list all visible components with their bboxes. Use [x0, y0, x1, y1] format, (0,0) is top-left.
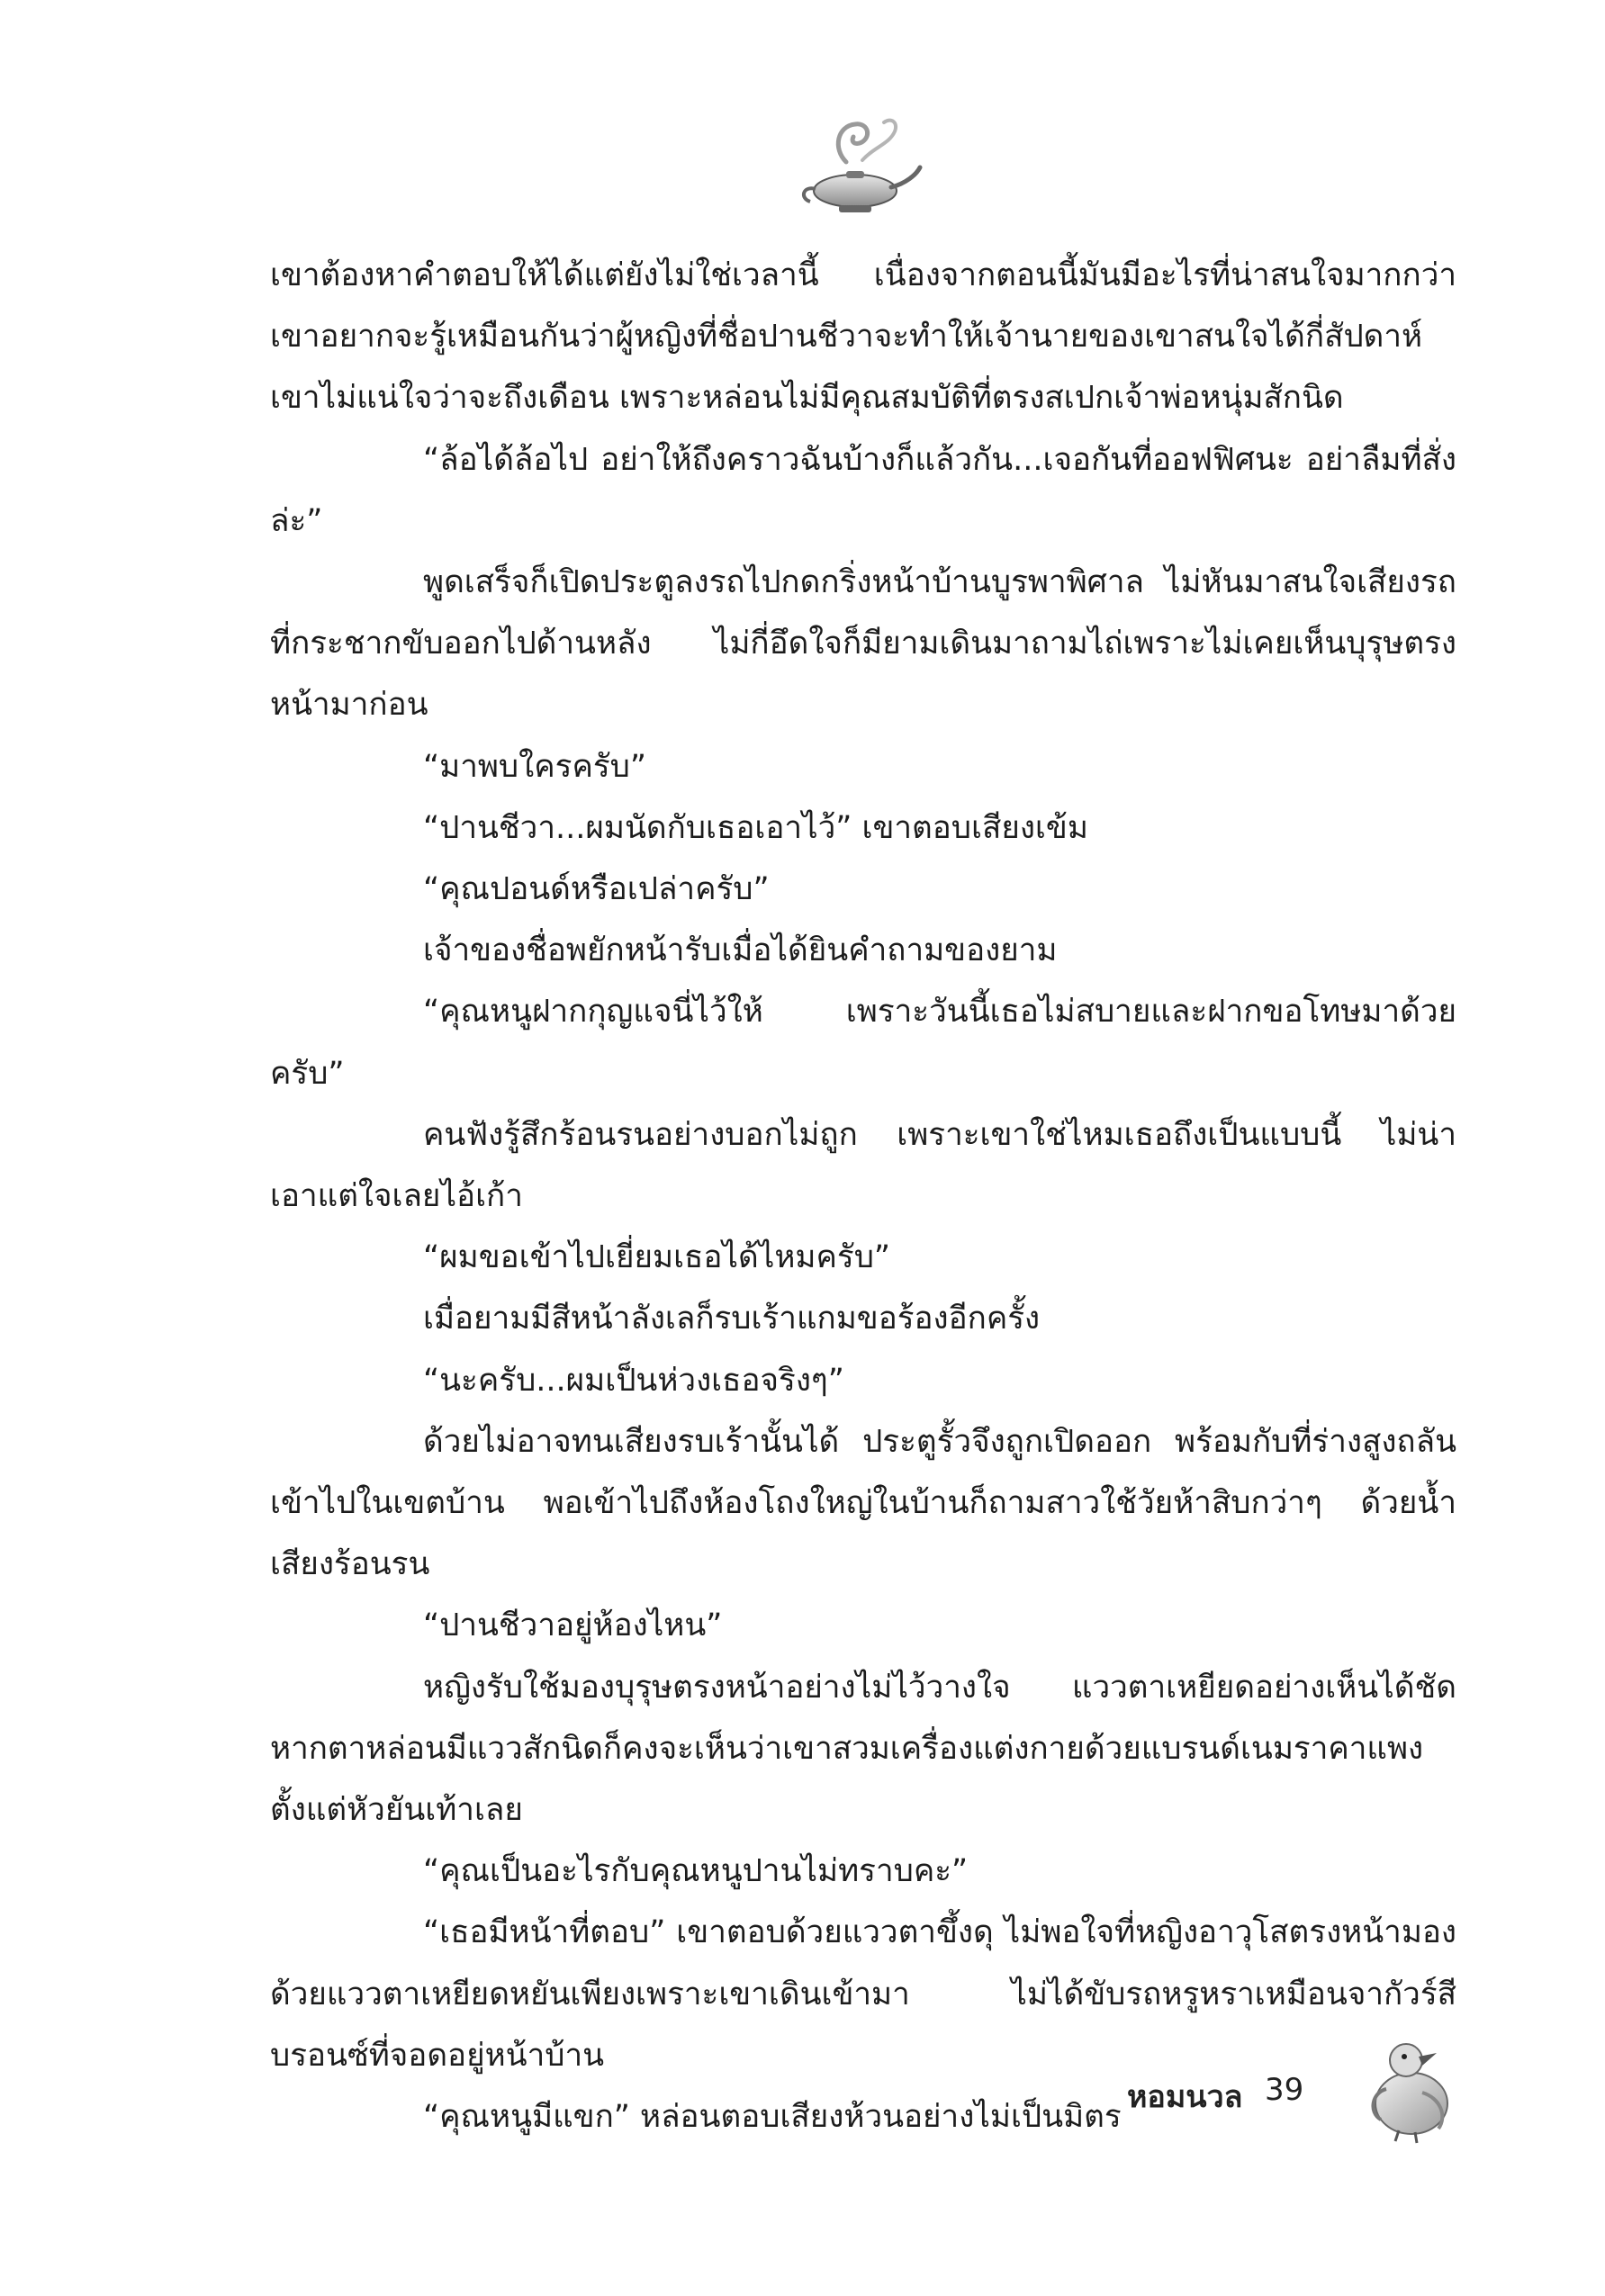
- paragraph: “ปานชีวาอยู่ห้องไหน”: [423, 1607, 723, 1644]
- body-text: [270, 245, 1456, 2147]
- paragraph: “เธอมีหน้าที่ตอบ” เขาตอบด้วยแววตาขึ้งดุ ไม่พอใจที่หญิงอาวุโสตรงหน้ามองด้วยแววตาเหยียดหยันเพียงเพราะเขาเดินเข้ามา ไม่ได้ขับรถหรูหราเหมือนจากัวร์สีบรอนซ์ที่จอดอยู่หน้าบ้าน: [270, 1914, 1456, 2074]
- paragraph: เจ้าของชื่อพยักหน้ารับเมื่อได้ยินคำถามของยาม: [423, 932, 1058, 969]
- paragraph: คนฟังรู้สึกร้อนรนอย่างบอกไม่ถูก เพราะเขาใช่ไหมเธอถึงเป็นแบบนี้ ไม่น่าเอาแต่ใจเลยไอ้เก้า: [270, 1116, 1456, 1215]
- paragraph: “คุณปอนด์หรือเปล่าครับ”: [423, 871, 770, 908]
- paragraph: “ปานชีวา...ผมนัดกับเธอเอาไว้” เขาตอบเสียงเข้ม: [423, 809, 1088, 846]
- paragraph: หญิงรับใช้มองบุรุษตรงหน้าอย่างไม่ไว้วางใจ แววตาเหยียดอย่างเห็นได้ชัด หากตาหล่อนมีแววสักนิดก็คงจะเห็นว่าเขาสวมเครื่องแต่งกายด้วยแบรนด์เนมราคาแพงตั้งแต่หัวยันเท้าเลย: [270, 1669, 1456, 1829]
- paragraph: “คุณหนูฝากกุญแจนี่ไว้ให้ เพราะวันนี้เธอไม่สบายและฝากขอโทษมาด้วยครับ”: [270, 994, 1456, 1092]
- genie-lamp-icon: [783, 108, 927, 225]
- paragraph: เมื่อยามมีสีหน้าลังเลก็รบเร้าแกมขอร้องอีกครั้ง: [423, 1301, 1041, 1337]
- paragraph: “ผมขอเข้าไปเยี่ยมเธอได้ไหมครับ”: [423, 1239, 891, 1276]
- bird-icon: [1359, 2030, 1467, 2147]
- paragraph: พูดเสร็จก็เปิดประตูลงรถไปกดกริ่งหน้าบ้านบูรพาพิศาล ไม่หันมาสนใจเสียงรถที่กระชากขับออกไปด้านหลัง ไม่กี่อึดใจก็มียามเดินมาถามไถ่เพราะไม่เคยเห็นบุรุษตรงหน้ามาก่อน: [270, 564, 1456, 724]
- footer-author-label: หอมนวล: [1127, 2079, 1243, 2115]
- paragraph: “มาพบใครครับ”: [423, 748, 647, 785]
- page-number: 39: [1265, 2072, 1304, 2108]
- paragraph: “ล้อได้ล้อไป อย่าให้ถึงคราวฉันบ้างก็แล้วกัน...เจอกันที่ออฟฟิศนะ อย่าลืมที่สั่งล่ะ”: [270, 441, 1456, 539]
- paragraph: “นะครับ...ผมเป็นห่วงเธอจริงๆ”: [423, 1362, 844, 1399]
- paragraph: ด้วยไม่อาจทนเสียงรบเร้านั้นได้ ประตูรั้วจึงถูกเปิดออก พร้อมกับที่ร่างสูงถลันเข้าไปในเขตบ้าน พอเข้าไปถึงห้องโถงใหญ่ในบ้านก็ถามสาวใช้วัยห้าสิบกว่าๆ ด้วยน้ำเสียงร้อนรน: [270, 1423, 1456, 1583]
- paragraph: “คุณหนูมีแขก” หล่อนตอบเสียงห้วนอย่างไม่เป็นมิตร: [423, 2099, 1122, 2136]
- paragraph: “คุณเป็นอะไรกับคุณหนูปานไม่ทราบคะ”: [423, 1853, 969, 1890]
- paragraph: เขาต้องหาคำตอบให้ได้แต่ยังไม่ใช่เวลานี้ เนื่องจากตอนนี้มันมีอะไรที่น่าสนใจมากกว่า เขาอยากจะรู้เหมือนกันว่าผู้หญิงที่ชื่อปานชีวาจะทำให้เจ้านายของเขาสนใจได้กี่สัปดาห์ เขาไม่แน่ใจว่าจะถึงเดือน เพราะหล่อนไม่มีคุณสมบัติที่ตรงสเปกเจ้าพ่อหนุ่มสักนิด: [270, 257, 1456, 417]
